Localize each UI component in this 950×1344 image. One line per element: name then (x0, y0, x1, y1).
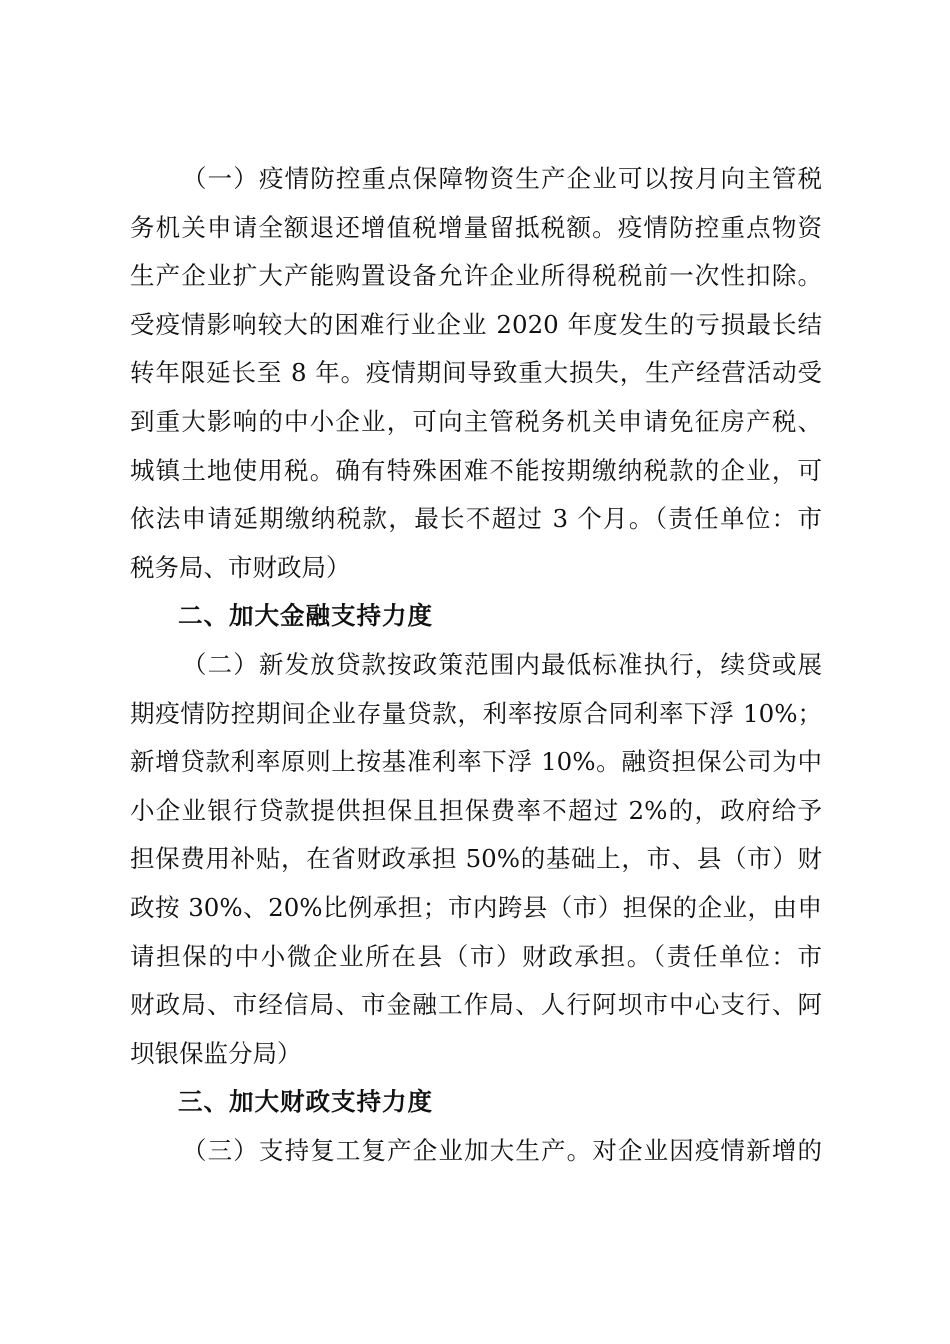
text-line: 受疫情影响较大的困难行业企业 2020 年度发生的亏损最长结 (130, 309, 822, 339)
text-line: 政按 30%、20%比例承担；市内跨县（市）担保的企业，由申 (130, 892, 822, 922)
text-line: 生产企业扩大产能购置设备允许企业所得税税前一次性扣除。 (130, 261, 822, 291)
text-line: （一）疫情防控重点保障物资生产企业可以按月向主管税 (182, 164, 822, 193)
document-body (130, 155, 822, 1175)
text-line: 到重大影响的中小企业，可向主管税务机关申请免征房产税、 (130, 406, 822, 436)
text-line: 城镇土地使用税。确有特殊困难不能按期缴纳税款的企业，可 (130, 455, 822, 485)
text-line: 新增贷款利率原则上按基准利率下浮 10%。融资担保公司为中 (130, 747, 822, 777)
text-line: 务机关申请全额退还增值税增量留抵税额。疫情防控重点物资 (130, 212, 822, 242)
paragraph-fiscal-support (130, 1127, 822, 1176)
text-line: 税务局、市财政局） (130, 552, 351, 582)
text-line: 坝银保监分局） (130, 1038, 302, 1068)
text-line: 转年限延长至 8 年。疫情期间导致重大损失，生产经营活动受 (130, 358, 822, 388)
text-line: 财政局、市经信局、市金融工作局、人行阿坝市中心支行、阿 (130, 990, 822, 1020)
text-line: 请担保的中小微企业所在县（市）财政承担。（责任单位：市 (130, 941, 822, 971)
text-line: （三）支持复工复产企业加大生产。对企业因疫情新增的 (182, 1135, 822, 1165)
text-line: 小企业银行贷款提供担保且担保费率不超过 2%的，政府给予 (130, 795, 822, 825)
paragraph-tax-relief (130, 155, 822, 592)
paragraph-finance-support (130, 641, 822, 1078)
text-line: 期疫情防控期间企业存量贷款，利率按原合同利率下浮 10%； (130, 698, 822, 728)
section-heading-fiscal: 三、加大财政支持力度 (178, 1087, 433, 1117)
text-line: 依法申请延期缴纳税款，最长不超过 3 个月。（责任单位：市 (130, 504, 822, 534)
text-line: （二）新发放贷款按政策范围内最低标准执行，续贷或展 (182, 649, 822, 679)
text-line: 担保费用补贴，在省财政承担 50%的基础上，市、县（市）财 (130, 844, 822, 874)
section-heading-finance: 二、加大金融支持力度 (178, 601, 433, 631)
